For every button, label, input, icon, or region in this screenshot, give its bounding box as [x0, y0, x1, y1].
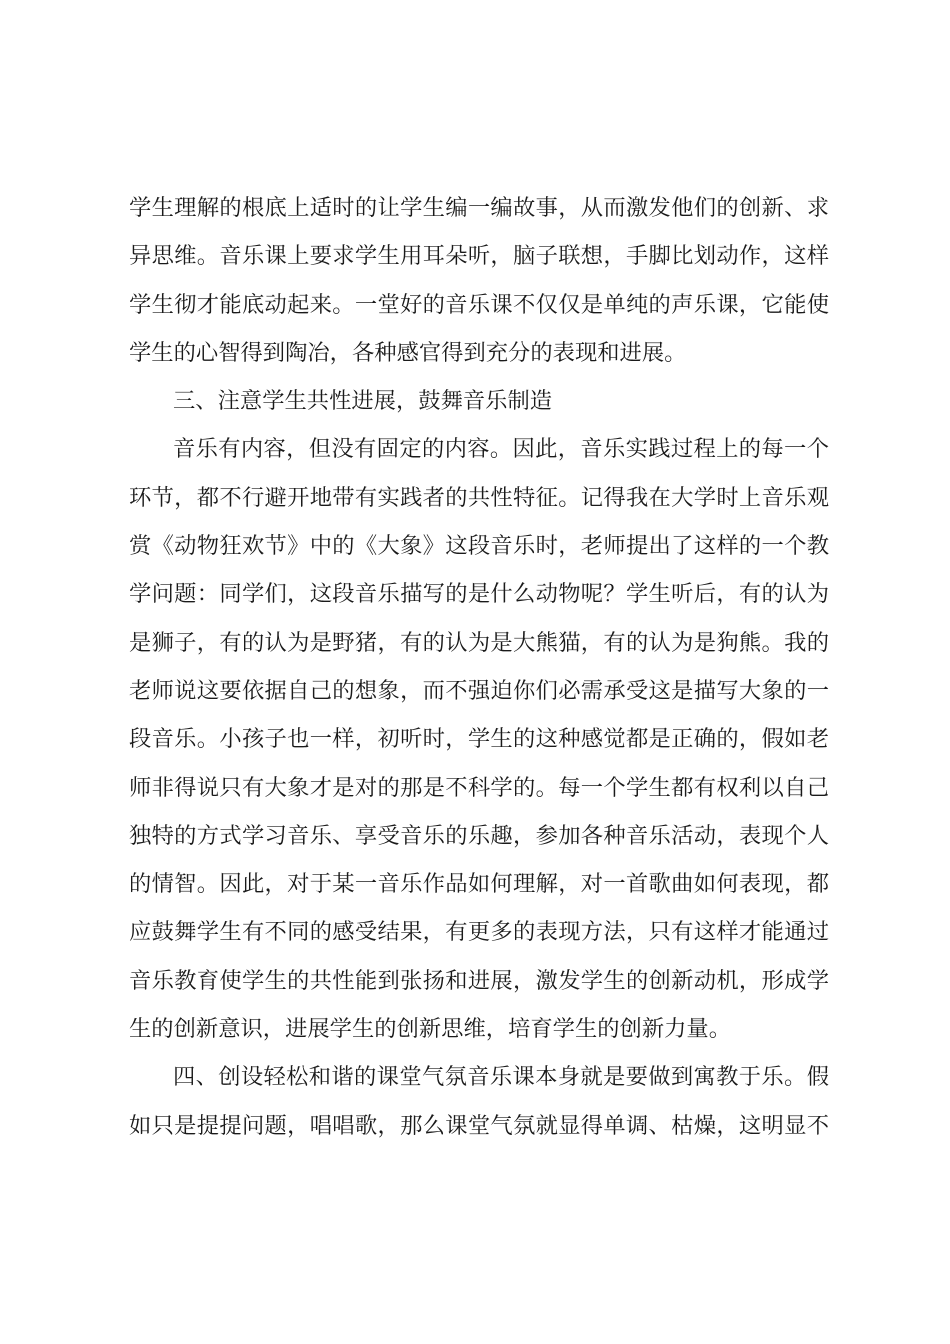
- text-line: 四、创设轻松和谐的课堂气氛音乐课本身就是要做到寓教于乐。假: [173, 1064, 829, 1091]
- text-line: 音乐教育使学生的共性能到张扬和进展，激发学生的创新动机，形成学: [129, 967, 829, 994]
- text-line: 环节，都不行避开地带有实践者的共性特征。记得我在大学时上音乐观: [129, 484, 829, 511]
- text-line: 赏《动物狂欢节》中的《大象》这段音乐时，老师提出了这样的一个教: [129, 533, 829, 560]
- text-line: 学生彻才能底动起来。一堂好的音乐课不仅仅是单纯的声乐课，它能使: [129, 291, 829, 318]
- text-line: 独特的方式学习音乐、享受音乐的乐趣，参加各种音乐活动，表现个人: [129, 822, 829, 849]
- body-text: [129, 184, 829, 1150]
- text-line: 三、注意学生共性进展，鼓舞音乐制造: [173, 388, 553, 415]
- text-line: 异思维。音乐课上要求学生用耳朵听，脑子联想，手脚比划动作，这样: [129, 243, 829, 270]
- text-line: 是狮子，有的认为是野猪，有的认为是大熊猫，有的认为是狗熊。我的: [129, 629, 829, 656]
- text-line: 音乐有内容，但没有固定的内容。因此，音乐实践过程上的每一个: [173, 436, 829, 463]
- text-line: 学问题：同学们，这段音乐描写的是什么动物呢？学生听后，有的认为: [129, 581, 829, 608]
- text-line: 应鼓舞学生有不同的感受结果，有更多的表现方法，只有这样才能通过: [129, 919, 829, 946]
- text-line: 老师说这要依据自己的想象，而不强迫你们必需承受这是描写大象的一: [129, 677, 829, 704]
- text-line: 生的创新意识，进展学生的创新思维，培育学生的创新力量。: [129, 1016, 732, 1043]
- text-line: 如只是提提问题，唱唱歌，那么课堂气氛就显得单调、枯燥，这明显不: [129, 1112, 829, 1139]
- text-line: 段音乐。小孩子也一样，初听时，学生的这种感觉都是正确的，假如老: [129, 726, 829, 753]
- text-line: 学生的心智得到陶冶，各种感官得到充分的表现和进展。: [129, 339, 687, 366]
- text-line: 学生理解的根底上适时的让学生编一编故事，从而激发他们的创新、求: [129, 195, 829, 221]
- text-line: 的情智。因此，对于某一音乐作品如何理解，对一首歌曲如何表现，都: [129, 871, 829, 898]
- text-line: 师非得说只有大象才是对的那是不科学的。每一个学生都有权利以自己: [129, 774, 829, 801]
